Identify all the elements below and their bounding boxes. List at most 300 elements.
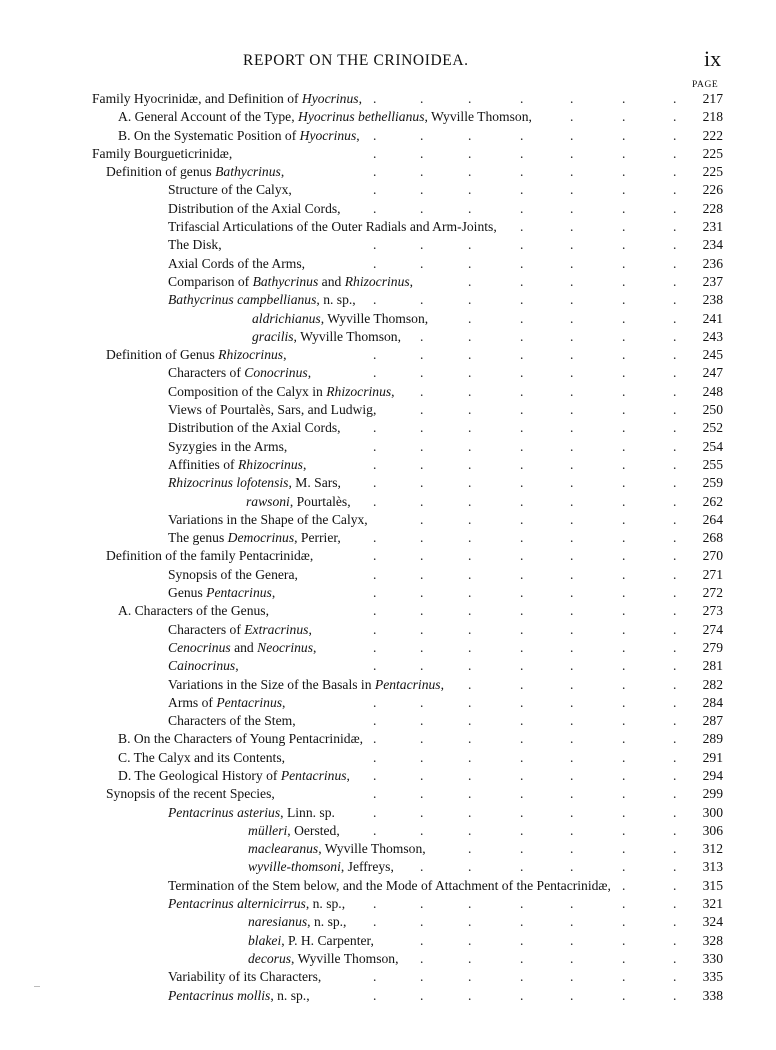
leader-dot: .: [622, 713, 626, 729]
margin-mark: [34, 986, 40, 987]
toc-page-number: 335: [702, 969, 723, 985]
toc-page-number: 241: [702, 310, 723, 326]
toc-entry-title: [248, 840, 426, 858]
leader-dot: .: [468, 786, 472, 802]
toc-entry[interactable]: [0, 200, 776, 218]
leader-dot: .: [673, 786, 677, 802]
toc-entry[interactable]: [0, 694, 776, 712]
text: ,: [440, 676, 444, 692]
leader-dot: .: [373, 658, 377, 674]
leader-dot: .: [520, 767, 524, 783]
toc-entry-title: [168, 676, 444, 694]
leader-dot: .: [622, 365, 626, 381]
leader-dot: .: [570, 767, 574, 783]
leader-dot: .: [570, 786, 574, 802]
toc-entry[interactable]: [0, 639, 776, 657]
toc-entry[interactable]: [0, 822, 776, 840]
toc-page-number: 268: [702, 530, 723, 546]
text: , n. sp.,: [270, 987, 310, 1003]
toc-entry[interactable]: [0, 932, 776, 950]
leader-dot: .: [468, 676, 472, 692]
toc-page-number: 287: [702, 713, 723, 729]
leader-dot: .: [570, 145, 574, 161]
toc-page-number: 217: [702, 91, 723, 106]
toc-page-number: 306: [702, 822, 723, 838]
leader-dot: .: [622, 694, 626, 710]
italic-text: Bathycrinus campbellianus: [168, 292, 317, 308]
italic-text: rawsoni: [246, 493, 290, 509]
text: Variations in the Size of the Basals in: [168, 676, 375, 692]
leader-dot: .: [622, 438, 626, 454]
toc-entry-title: [168, 712, 296, 730]
leader-dot: .: [520, 621, 524, 637]
text: ,: [356, 127, 360, 143]
leader-dot: .: [468, 493, 472, 509]
leader-dot: .: [673, 365, 677, 381]
leader-dot: .: [673, 164, 677, 180]
toc-entry[interactable]: [0, 602, 776, 620]
toc-entry[interactable]: [0, 730, 776, 748]
leader-dot: .: [622, 914, 626, 930]
leader-dot: .: [373, 987, 377, 1003]
leader-dot: .: [570, 932, 574, 948]
toc-entry[interactable]: [0, 127, 776, 145]
text: Arms of: [168, 694, 217, 710]
leader-dot: .: [622, 603, 626, 619]
leader-dot: .: [520, 694, 524, 710]
text: , n. sp.,: [307, 914, 347, 930]
leader-dot: .: [673, 713, 677, 729]
toc-entry[interactable]: [0, 236, 776, 254]
italic-text: Hyocrinus bethellianus: [298, 109, 425, 125]
leader-dot: .: [570, 676, 574, 692]
toc-page-number: 312: [702, 841, 723, 857]
toc-entry-title: [106, 346, 287, 364]
leader-dot: .: [468, 91, 472, 106]
text: ,: [391, 383, 395, 399]
toc-entry[interactable]: [0, 181, 776, 199]
toc-page-number: 226: [702, 182, 723, 198]
toc-page-number: 279: [702, 639, 723, 655]
leader-dot: .: [570, 987, 574, 1003]
toc-page-number: 321: [702, 896, 723, 912]
leader-dot: .: [520, 292, 524, 308]
toc-entry[interactable]: [0, 547, 776, 565]
leader-dot: .: [622, 877, 626, 893]
text: Variability of its Characters,: [168, 969, 322, 985]
toc-entry[interactable]: [0, 310, 776, 328]
toc-entry[interactable]: [0, 145, 776, 163]
leader-dot: .: [420, 749, 424, 765]
toc-entry-title: [168, 364, 311, 382]
toc-entry[interactable]: [0, 90, 776, 108]
leader-dot: .: [420, 127, 424, 143]
leader-dot: .: [468, 511, 472, 527]
leader-dot: .: [622, 182, 626, 198]
leader-dot: .: [468, 767, 472, 783]
leader-dot: .: [622, 310, 626, 326]
toc-entry-title: [168, 566, 298, 584]
leader-dot: .: [373, 200, 377, 216]
leader-dot: .: [520, 255, 524, 271]
leader-dot: .: [420, 456, 424, 472]
toc-entry-title: [168, 968, 321, 986]
toc-entry-title: [106, 785, 275, 803]
italic-text: Pentacrinus: [206, 585, 272, 601]
leader-dot: .: [420, 896, 424, 912]
leader-dot: .: [520, 896, 524, 912]
toc-page-number: 264: [702, 511, 723, 527]
text: ,: [235, 658, 239, 674]
leader-dot: .: [622, 676, 626, 692]
italic-text: Pentacrinus: [216, 694, 283, 710]
leader-dot: .: [420, 237, 424, 253]
text: Distribution of the Axial Cords,: [168, 200, 341, 216]
italic-text: mülleri: [248, 822, 288, 838]
leader-dot: .: [468, 438, 472, 454]
toc-page-number: 281: [702, 658, 723, 674]
toc-entry-title: [168, 383, 395, 401]
text: Axial Cords of the Arms,: [168, 255, 306, 271]
leader-dot: .: [520, 749, 524, 765]
toc-entry[interactable]: [0, 895, 776, 913]
leader-dot: .: [420, 200, 424, 216]
italic-text: decorus: [248, 950, 292, 966]
toc-entry[interactable]: [0, 840, 776, 858]
toc-entry[interactable]: [0, 273, 776, 291]
leader-dot: .: [570, 658, 574, 674]
leader-dot: .: [420, 914, 424, 930]
leader-dot: .: [570, 438, 574, 454]
leader-dot: .: [622, 164, 626, 180]
toc-entry[interactable]: [0, 401, 776, 419]
leader-dot: .: [673, 969, 677, 985]
toc-entry[interactable]: [0, 255, 776, 273]
toc-entry-title: [92, 145, 232, 163]
italic-text: Rhizocrinus: [237, 456, 303, 472]
toc-entry[interactable]: [0, 804, 776, 822]
leader-dot: .: [468, 365, 472, 381]
toc-entry[interactable]: [0, 621, 776, 639]
italic-text: Rhizocrinus: [218, 347, 284, 363]
toc-entry[interactable]: [0, 419, 776, 437]
leader-dot: .: [420, 713, 424, 729]
leader-dot: .: [622, 347, 626, 363]
text: ,: [302, 456, 307, 472]
leader-dot: .: [468, 237, 472, 253]
leader-dot: .: [420, 694, 424, 710]
toc-entry-title: [248, 950, 398, 968]
leader-dot: .: [570, 914, 574, 930]
table-of-contents: [0, 90, 776, 1005]
leader-dot: .: [420, 804, 424, 820]
leader-dot: .: [373, 127, 377, 143]
text: The Disk,: [168, 237, 222, 253]
leader-dot: .: [420, 658, 424, 674]
italic-text: Democrinus: [227, 530, 295, 546]
leader-dot: .: [570, 383, 574, 399]
leader-dot: .: [673, 731, 677, 747]
leader-dot: .: [570, 109, 574, 125]
text: Affinities of: [168, 456, 238, 472]
toc-page-number: 228: [702, 200, 723, 216]
leader-dot: .: [373, 585, 377, 601]
leader-dot: .: [520, 219, 524, 235]
toc-page-number: 234: [702, 237, 723, 253]
toc-entry[interactable]: [0, 328, 776, 346]
leader-dot: .: [673, 402, 677, 418]
toc-page-number: 284: [702, 694, 723, 710]
toc-entry-title: [248, 822, 340, 840]
toc-page-number: 250: [702, 402, 723, 418]
toc-entry[interactable]: [0, 657, 776, 675]
leader-dot: .: [673, 511, 677, 527]
toc-entry-title: [168, 621, 312, 639]
italic-text: Conocrinus: [244, 365, 308, 381]
leader-dot: .: [420, 365, 424, 381]
toc-entry[interactable]: [0, 968, 776, 986]
toc-entry-title: [168, 456, 306, 474]
leader-dot: .: [570, 273, 574, 289]
leader-dot: .: [570, 639, 574, 655]
leader-dot: .: [622, 786, 626, 802]
leader-dot: .: [373, 164, 377, 180]
toc-entry[interactable]: [0, 950, 776, 968]
text: and: [230, 639, 258, 655]
leader-dot: .: [468, 822, 472, 838]
toc-entry[interactable]: [0, 456, 776, 474]
toc-entry[interactable]: [0, 529, 776, 547]
toc-entry-title: [168, 987, 310, 1005]
leader-dot: .: [673, 219, 677, 235]
leader-dot: .: [673, 493, 677, 509]
toc-entry[interactable]: [0, 987, 776, 1005]
toc-entry-title: [168, 401, 376, 419]
leader-dot: .: [373, 767, 377, 783]
leader-dot: .: [673, 292, 677, 308]
toc-entry-title: [168, 657, 239, 675]
toc-entry[interactable]: [0, 346, 776, 364]
leader-dot: .: [673, 896, 677, 912]
leader-dot: .: [622, 255, 626, 271]
leader-dot: .: [520, 950, 524, 966]
leader-dot: .: [373, 237, 377, 253]
toc-entry[interactable]: [0, 493, 776, 511]
toc-entry[interactable]: [0, 474, 776, 492]
leader-dot: .: [520, 713, 524, 729]
leader-dot: .: [420, 950, 424, 966]
text: Definition of the family Pentacrinidæ,: [106, 548, 314, 564]
leader-dot: .: [570, 127, 574, 143]
leader-dot: .: [373, 822, 377, 838]
toc-entry[interactable]: [0, 291, 776, 309]
leader-dot: .: [520, 511, 524, 527]
toc-entry-title: [168, 255, 305, 273]
toc-page-number: 238: [702, 292, 723, 308]
text: Views of Pourtalès, Sars, and Ludwig,: [168, 402, 377, 418]
leader-dot: .: [520, 145, 524, 161]
toc-entry[interactable]: [0, 511, 776, 529]
toc-entry-title: [248, 913, 346, 931]
leader-dot: .: [622, 841, 626, 857]
toc-entry[interactable]: [0, 858, 776, 876]
toc-entry-title: [168, 474, 341, 492]
toc-entry[interactable]: [0, 438, 776, 456]
text: Family Hyocrinidæ, and Definition of: [92, 91, 302, 106]
leader-dot: .: [373, 347, 377, 363]
toc-page-number: 274: [702, 621, 723, 637]
toc-entry-title: [168, 877, 611, 895]
leader-dot: .: [570, 950, 574, 966]
leader-dot: .: [570, 365, 574, 381]
leader-dot: .: [622, 639, 626, 655]
leader-dot: .: [622, 402, 626, 418]
leader-dot: .: [673, 420, 677, 436]
page-number: ix: [704, 46, 722, 71]
toc-entry[interactable]: [0, 767, 776, 785]
text: Structure of the Calyx,: [168, 182, 292, 198]
text: A. Characters of the Genus,: [118, 603, 269, 619]
leader-dot: .: [673, 548, 677, 564]
text: The genus: [168, 530, 228, 546]
leader-dot: .: [468, 200, 472, 216]
leader-dot: .: [468, 749, 472, 765]
toc-entry[interactable]: [0, 749, 776, 767]
leader-dot: .: [373, 548, 377, 564]
toc-page-number: 259: [702, 475, 723, 491]
leader-dot: .: [520, 859, 524, 875]
text: Genus: [168, 585, 207, 601]
leader-dot: .: [420, 511, 424, 527]
toc-entry[interactable]: [0, 785, 776, 803]
toc-entry-title: [248, 858, 394, 876]
leader-dot: .: [373, 896, 377, 912]
leader-dot: .: [673, 932, 677, 948]
toc-entry-title: [168, 511, 368, 529]
leader-dot: .: [520, 731, 524, 747]
toc-entry-title: [168, 291, 356, 309]
text: and: [318, 273, 345, 289]
leader-dot: .: [570, 255, 574, 271]
leader-dot: .: [673, 603, 677, 619]
leader-dot: .: [420, 164, 424, 180]
leader-dot: .: [520, 310, 524, 326]
toc-page-number: 236: [702, 255, 723, 271]
text: ,: [307, 365, 312, 381]
leader-dot: .: [622, 621, 626, 637]
toc-page-number: 262: [702, 493, 723, 509]
leader-dot: .: [570, 749, 574, 765]
italic-text: Pentacrinus: [280, 767, 347, 783]
toc-entry[interactable]: [0, 163, 776, 181]
toc-entry[interactable]: [0, 913, 776, 931]
leader-dot: .: [520, 402, 524, 418]
leader-dot: .: [373, 493, 377, 509]
text: A. General Account of the Type,: [118, 109, 298, 125]
leader-dot: .: [570, 292, 574, 308]
leader-dot: .: [673, 621, 677, 637]
leader-dot: .: [570, 420, 574, 436]
leader-dot: .: [420, 420, 424, 436]
leader-dot: .: [673, 273, 677, 289]
toc-entry-title: [168, 438, 287, 456]
leader-dot: .: [570, 328, 574, 344]
leader-dot: .: [520, 987, 524, 1003]
leader-dot: .: [570, 530, 574, 546]
text: , n. sp.,: [316, 292, 356, 308]
leader-dot: .: [468, 420, 472, 436]
leader-dot: .: [468, 639, 472, 655]
leader-dot: .: [373, 145, 377, 161]
leader-dot: .: [622, 127, 626, 143]
leader-dot: .: [622, 456, 626, 472]
text: Termination of the Stem below, and the Mode of Attachment of the Pentacrinidæ,: [168, 877, 611, 893]
text: Comparison of: [168, 273, 253, 289]
toc-entry-title: [168, 200, 341, 218]
leader-dot: .: [468, 347, 472, 363]
leader-dot: .: [468, 182, 472, 198]
page-column-label: PAGE: [692, 80, 719, 90]
leader-dot: .: [622, 91, 626, 106]
text: Definition of Genus: [106, 347, 219, 363]
leader-dot: .: [622, 896, 626, 912]
toc-entry[interactable]: [0, 218, 776, 236]
text: , Oersted,: [287, 822, 340, 838]
leader-dot: .: [673, 310, 677, 326]
toc-entry-title: [252, 310, 428, 328]
leader-dot: .: [420, 383, 424, 399]
toc-entry[interactable]: [0, 877, 776, 895]
leader-dot: .: [622, 237, 626, 253]
toc-entry[interactable]: [0, 108, 776, 126]
leader-dot: .: [622, 475, 626, 491]
leader-dot: .: [468, 969, 472, 985]
leader-dot: .: [520, 200, 524, 216]
leader-dot: .: [373, 456, 377, 472]
leader-dot: .: [468, 932, 472, 948]
toc-entry[interactable]: [0, 676, 776, 694]
leader-dot: .: [570, 548, 574, 564]
text: ,: [308, 621, 312, 637]
toc-page-number: 324: [702, 914, 723, 930]
leader-dot: .: [520, 273, 524, 289]
toc-entry[interactable]: [0, 383, 776, 401]
leader-dot: .: [673, 694, 677, 710]
toc-entry[interactable]: [0, 364, 776, 382]
leader-dot: .: [570, 713, 574, 729]
italic-text: Neocrinus: [257, 639, 314, 655]
leader-dot: .: [520, 530, 524, 546]
leader-dot: .: [622, 493, 626, 509]
toc-entry[interactable]: [0, 584, 776, 602]
toc-entry[interactable]: [0, 712, 776, 730]
toc-entry-title: [118, 749, 285, 767]
text: ,: [346, 767, 350, 783]
leader-dot: .: [622, 585, 626, 601]
leader-dot: .: [673, 456, 677, 472]
leader-dot: .: [520, 182, 524, 198]
leader-dot: .: [570, 402, 574, 418]
toc-entry[interactable]: [0, 566, 776, 584]
leader-dot: .: [520, 383, 524, 399]
leader-dot: .: [420, 566, 424, 582]
toc-entry-title: [118, 767, 350, 785]
toc-page-number: 252: [702, 420, 723, 436]
leader-dot: .: [468, 530, 472, 546]
leader-dot: .: [520, 932, 524, 948]
leader-dot: .: [420, 475, 424, 491]
italic-text: Rhizocrinus: [344, 273, 410, 289]
